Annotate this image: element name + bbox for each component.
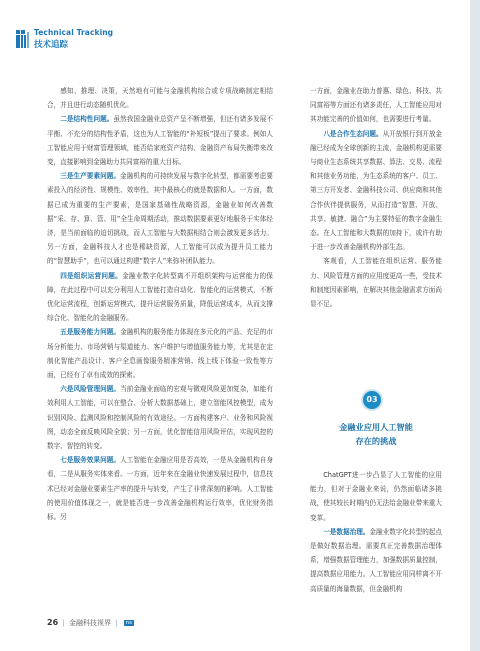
- paragraph-text: 金融机构的可持续发展与数字化转型，都需要考虑要素投入的经济性、规模性、效率性，其中最核心的就是数据和人。一方面，数据已成为重要的生产要素，是国家基础性战略资源，金融业如何改善数据“采、存、算、管、用”全生命周期活动，推动数据要素更好地服务于实体经济，是当前面临的迫切挑战，而人工智能与大数据相结合则会激发更多活力。另一方面，金融科技人才也是稀缺资源，人工智能可以成为提升员工能力的“智慧助手”，也可以通过构建“数字人”来弥补团队能力。: [47, 172, 274, 266]
- paragraph: [310, 127, 442, 255]
- paragraph-text: 金融业数字化转型的起点是做好数据治理。需要真正完善数据治理体系，增强数据管理能力，加强数据质量控制，提高数据应用能力。人工智能应用同样离不开高质量的海量数据，但金融机构: [310, 527, 443, 593]
- paragraph: [47, 453, 273, 524]
- section-heading-line2: 存在的挑战: [355, 436, 397, 446]
- paragraph: [47, 169, 273, 268]
- left-column: [47, 84, 273, 524]
- section-number: 03: [366, 395, 378, 404]
- paragraph-text: 当前金融业面临的宏观与微观风险更加复杂，如能有效利用人工智能，可以在整合、分析大数据基础上，建立智能风控模型，成为识别风险、监测风险和控制风险的有效途径。一方面构建客户、业务和风险视图，动态全面反映风险全貌；另一方面，优化智能信用风险评估，实现风控的数字、智控的转变。: [47, 385, 274, 451]
- paragraph: [310, 254, 442, 311]
- brand-logo-icon: [16, 30, 30, 48]
- section-number-badge: [361, 389, 383, 411]
- paragraph: [310, 84, 442, 127]
- paragraph: [47, 382, 273, 453]
- footer-tag: ns: [125, 620, 133, 626]
- section-heading-line1: 金融业应用人工智能: [339, 422, 413, 432]
- paragraph: [47, 112, 273, 169]
- paragraph: [310, 525, 442, 596]
- paragraph: [310, 468, 442, 525]
- paragraph-lead: 六是风险管理问题。: [60, 385, 121, 394]
- paragraph-lead: 七是服务效果问题。: [60, 456, 121, 465]
- paragraph-text: 客观看，人工智能在组织运营、服务能力、风险管理方面的应用度更高一些，受技术和制度因素影响，在解决其他金融需求方面尚显不足。: [310, 257, 442, 309]
- section-brand: [16, 28, 156, 54]
- paragraph-lead: 一是数据治理。: [323, 527, 370, 536]
- paragraph-text: 一方面，金融业在助力普惠、绿色、科技、共同富裕等方面还有诸多责任，人工智能应用对其功能完善的价值如何，也需要进行考量。: [310, 87, 442, 124]
- paragraph-text: 虽然我国金融业总资产呈不断增强，但还有诸多发展不平衡、不充分的结构性矛盾，这也为人工智能的“补短板”提出了要求。例如人工智能应用于财富管理领域，能否给家庭资产结构、金融资产布局失衡带来改变，直接影响到金融助力共同富裕的重大目标。: [47, 115, 273, 167]
- paragraph-text: 感知、推理、决策，天然地有可能与金融机构综合或专项战略制定相结合，并且进行动态随机优化。: [47, 87, 273, 110]
- paragraph: [47, 84, 273, 112]
- right-column-lower: [310, 468, 442, 596]
- brand-english: Technical Tracking: [34, 28, 114, 37]
- paragraph-lead: 四是组织运营问题。: [60, 271, 123, 280]
- paragraph-lead: 二是结构性问题。: [60, 115, 114, 124]
- magazine-name: 金融科技视界: [68, 619, 111, 627]
- page-number: 26: [47, 618, 59, 627]
- page-footer: [47, 618, 134, 628]
- paragraph-text: 金融业数字化转型离不开组织架构与运营能力的保障，在此过程中可以充分利用人工智能打造自动化、智能化的运营模式，不断优化运营流程，创新运营模式，提升运营服务质量，降低运营成本，从而支撑综合化、智能化的金融服务。: [47, 271, 274, 323]
- brand-chinese: 技术追踪: [34, 40, 69, 50]
- paragraph-text: 金融机构的服务能力体现在多元化的产品、充足的市场分析能力、市场营销与渠道能力、客户维护与增值服务能力等，尤其是在定制化智能产品设计、客户全息画像服务精准营销、线上线下体验一致性等方面，已经有了卓有成效的探索。: [47, 328, 274, 380]
- paragraph-lead: 八是合作生态问题。: [323, 129, 383, 138]
- paragraph-text: ChatGPT进一步凸显了人工智能的应用能力，但对于金融业来说，仍然面临诸多挑战，使其较长时期内仍无法给金融业带来重大变革。: [310, 471, 442, 522]
- paragraph-lead: 五是服务能力问题。: [60, 328, 121, 337]
- paragraph-text: 从开放银行到开放金融已经成为全球创新的主流，金融机构更需要与商业生态系统共享数据、算法、交易、流程和其他业务功能，为生态系统的客户、员工、第三方开发者、金融科技公司、供应商和其他合作伙伴提供服务，从而打造“智慧、开放、共享、敏捷、融合”为主要特征的数字金融生态。在人工智能和大数据的加持下，或许有助于进一步改善金融机构外部生态。: [310, 129, 443, 252]
- right-column: [310, 84, 442, 311]
- paragraph-lead: 三是生产要素问题。: [60, 172, 121, 181]
- side-strip: [470, 0, 480, 651]
- footer-separator: |: [62, 619, 65, 627]
- paragraph: [47, 325, 273, 382]
- paragraph: [47, 269, 273, 326]
- paragraph-text: 人工智能在金融应用是否高效，一是从金融机构自身看，二是从服务实体来看。一方面，近年来在金融业快速发展过程中，信息技术已经对金融业要素生产率的提升与转变，产生了非常深刻的影响。人工智能的使用价值体现之一，就是能否进一步改善金融机构运行效率，优化财务指标。另: [47, 456, 274, 522]
- footer-separator-2: |: [115, 619, 118, 627]
- section-heading: [310, 420, 442, 448]
